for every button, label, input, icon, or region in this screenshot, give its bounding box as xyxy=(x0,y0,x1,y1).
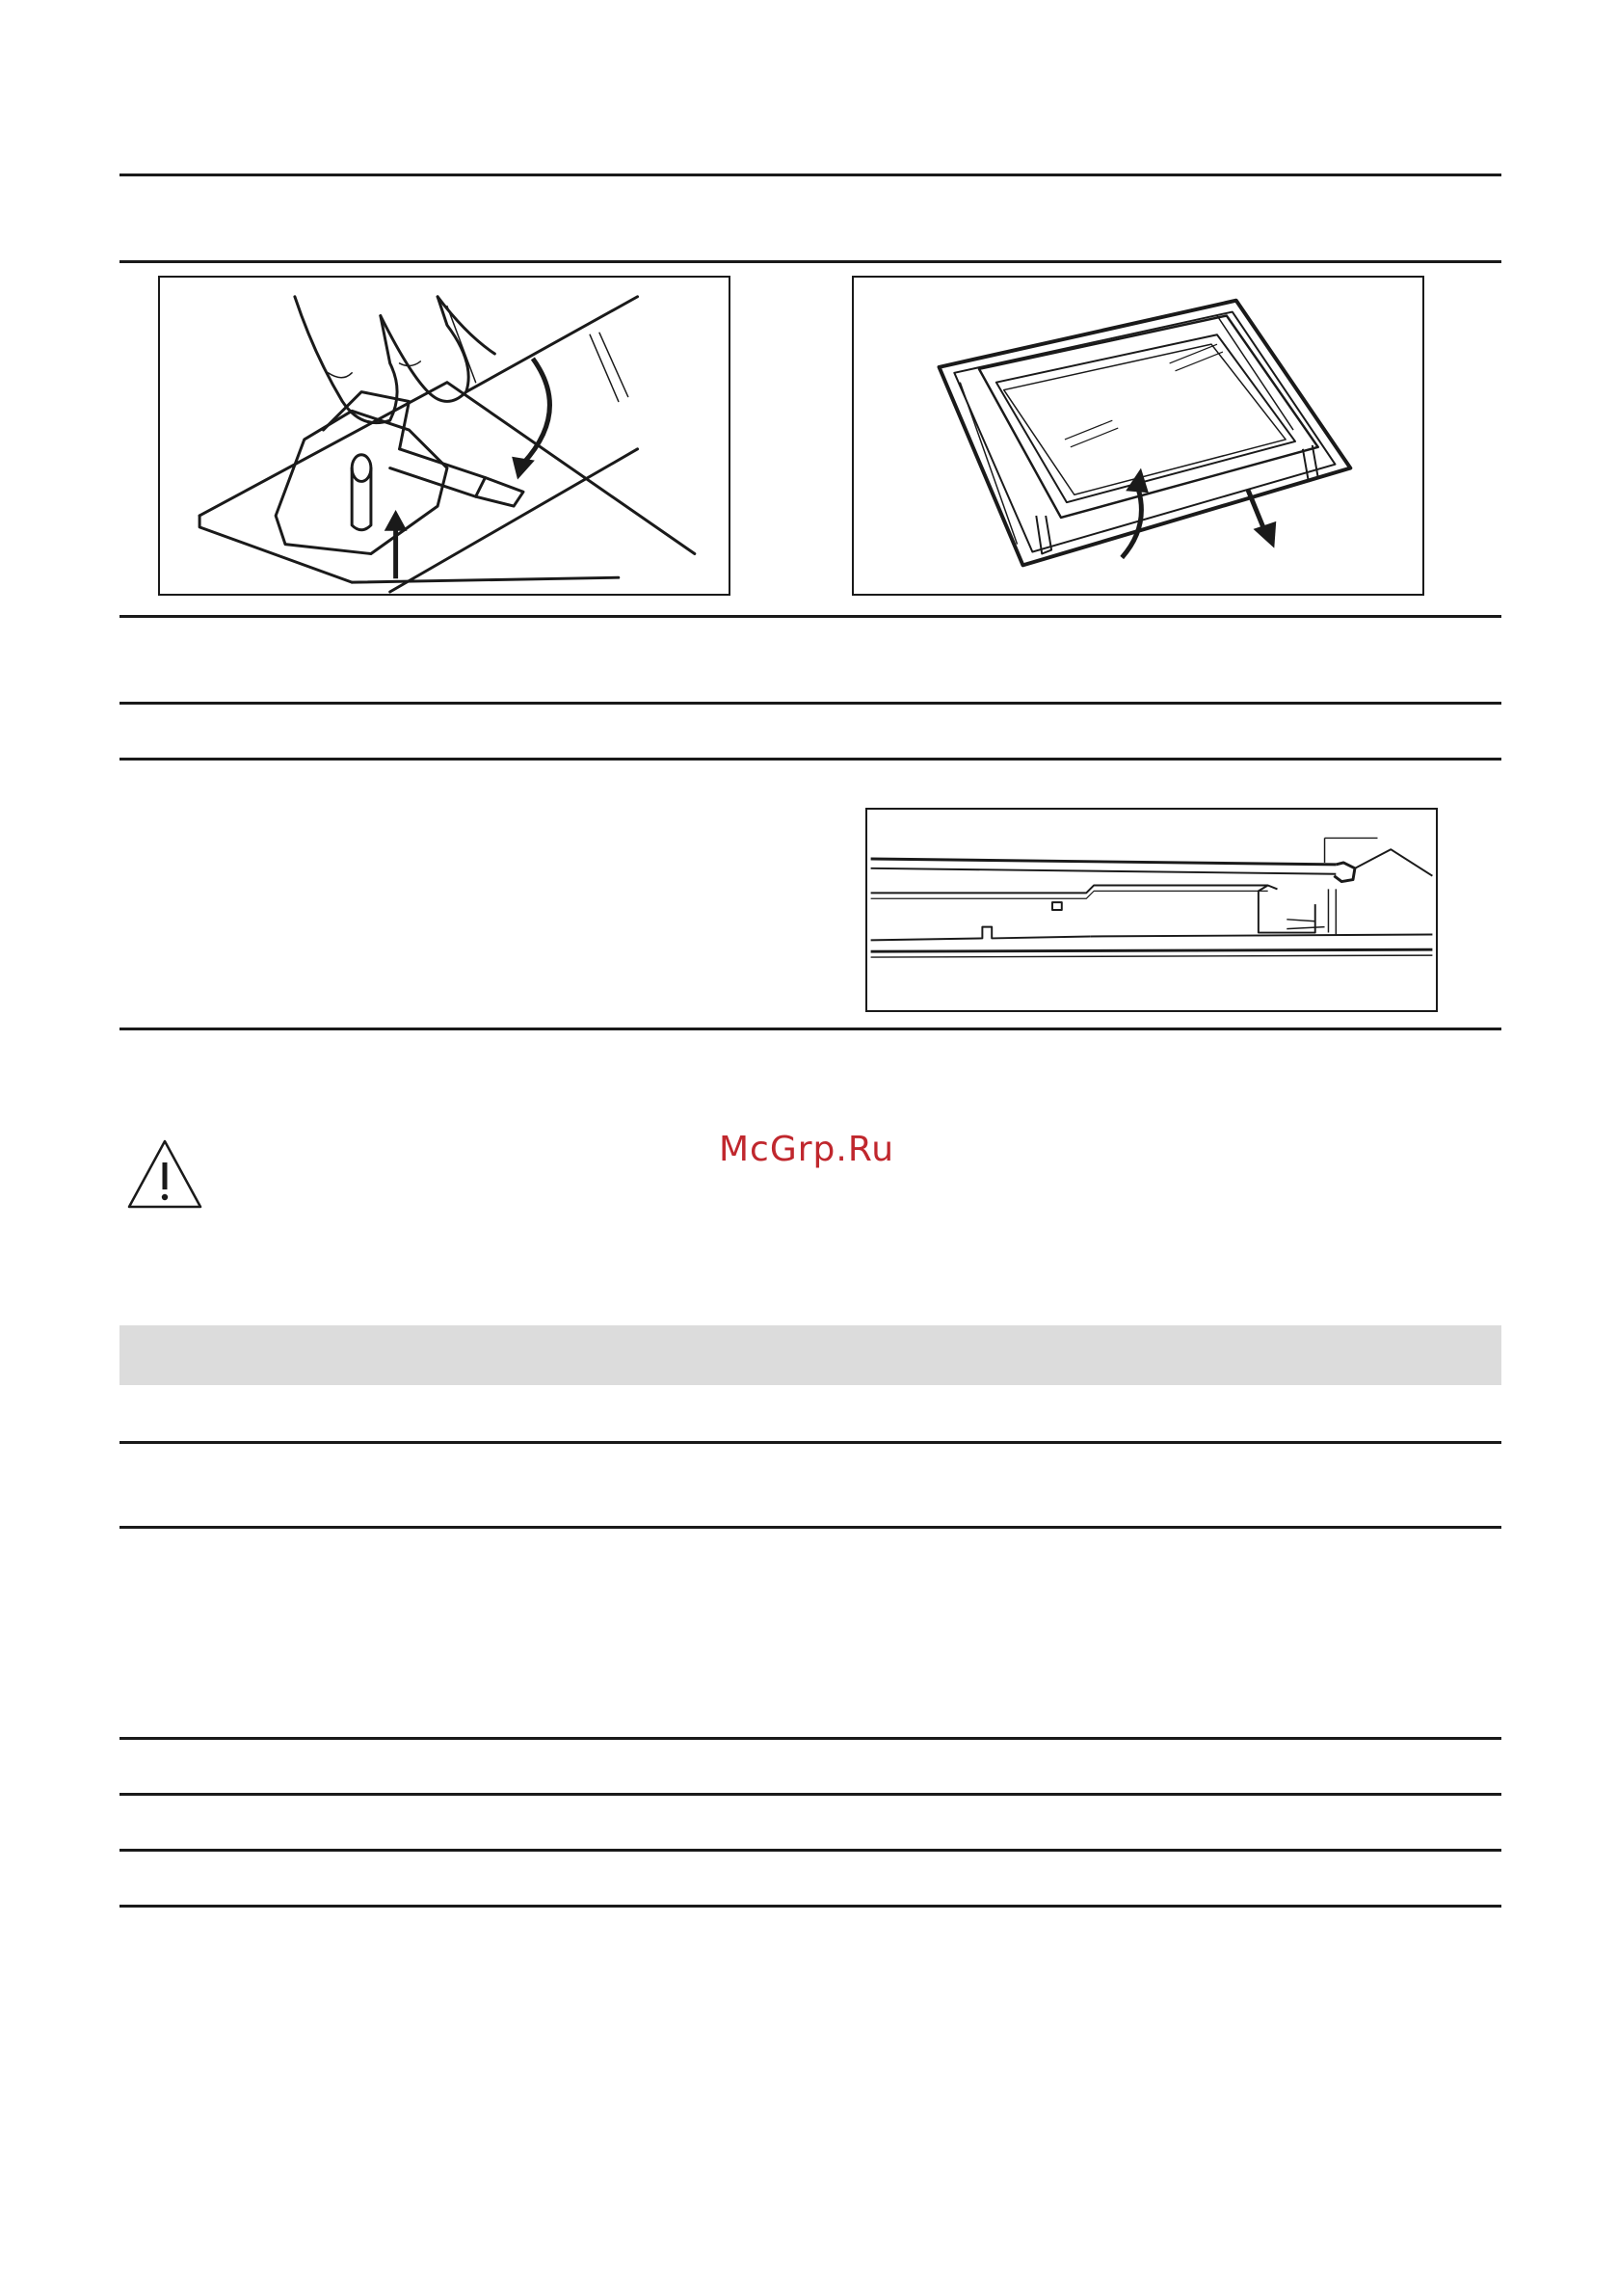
hinge-lever-figure xyxy=(158,276,730,596)
divider-top-2 xyxy=(119,260,1501,263)
divider-10 xyxy=(119,1793,1501,1796)
divider-6 xyxy=(119,1028,1501,1030)
divider-3 xyxy=(119,615,1501,618)
door-profile-figure xyxy=(865,808,1438,1012)
section-header-band xyxy=(119,1325,1501,1385)
divider-7 xyxy=(119,1441,1501,1444)
divider-8 xyxy=(119,1526,1501,1529)
divider-11 xyxy=(119,1849,1501,1852)
watermark-text: McGrp.Ru xyxy=(719,1130,895,1169)
divider-4 xyxy=(119,702,1501,705)
door-panel-illustration xyxy=(854,278,1422,594)
divider-9 xyxy=(119,1737,1501,1740)
divider-top-1 xyxy=(119,174,1501,176)
divider-12 xyxy=(119,1905,1501,1908)
door-glass-panel-figure xyxy=(852,276,1424,596)
divider-5 xyxy=(119,758,1501,761)
hinge-clip-illustration xyxy=(160,278,729,594)
warning-triangle-icon xyxy=(125,1137,204,1211)
door-profile-illustration xyxy=(867,810,1436,1010)
